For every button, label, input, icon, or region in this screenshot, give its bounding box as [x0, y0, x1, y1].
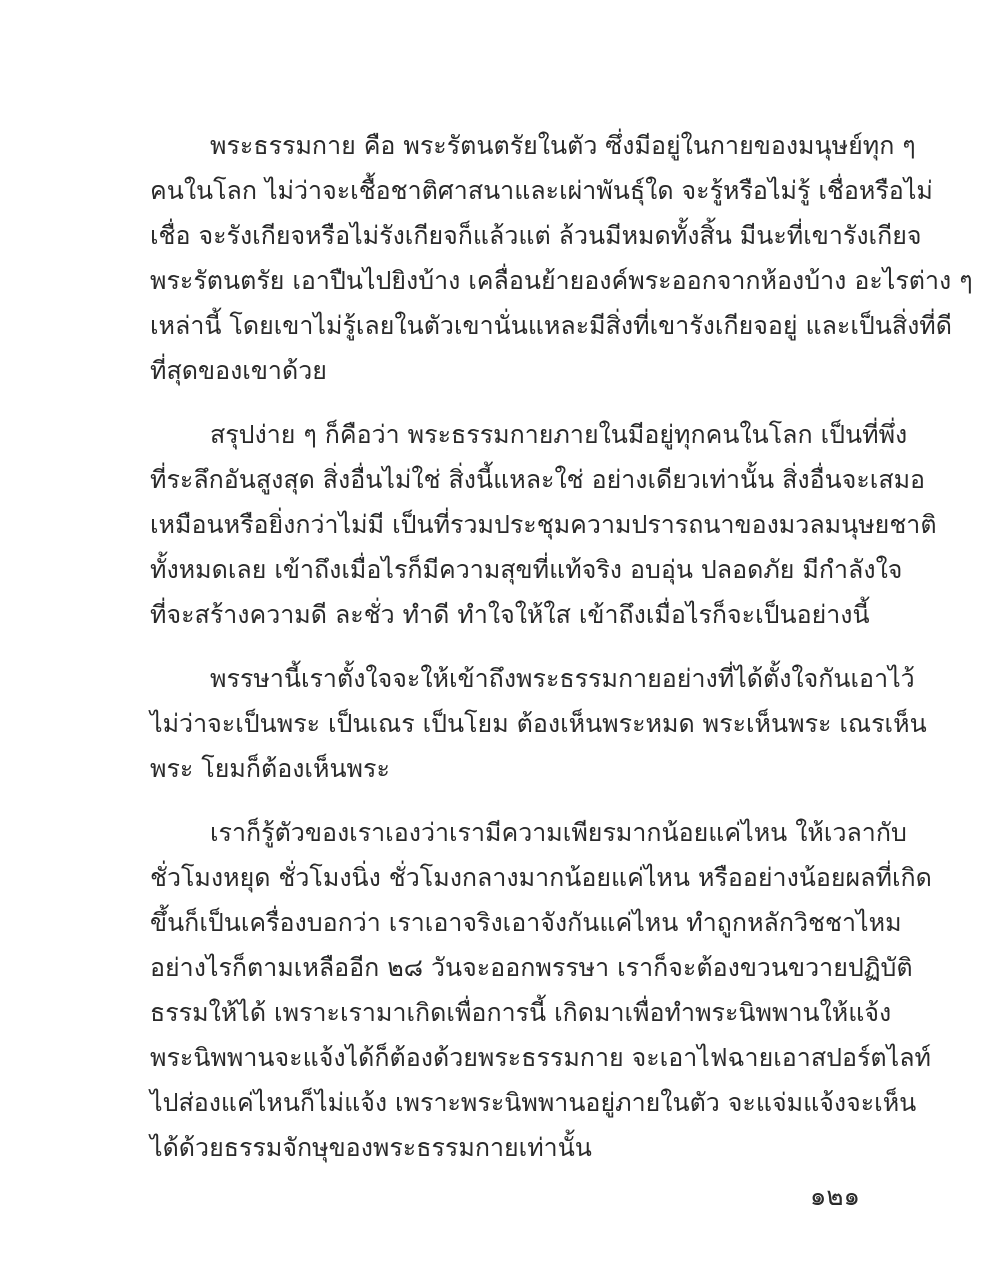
text-line: ไม่ว่าจะเป็นพระ เป็นเณร เป็นโยม ต้องเห็นพระหมด พระเห็นพระ เณรเห็น — [150, 709, 927, 738]
paragraph-2 — [150, 412, 937, 637]
text-line: พระ โยมก็ต้องเห็นพระ — [150, 754, 390, 783]
text-line: พระนิพพานจะแจ้งได้ก็ต้องด้วยพระธรรมกาย จะเอาไฟฉายเอาสปอร์ตไลท์ — [150, 1043, 932, 1072]
text-line: ไปส่องแค่ไหนก็ไม่แจ้ง เพราะพระนิพพานอยู่ภายในตัว จะแจ่มแจ้งจะเห็น — [150, 1088, 917, 1117]
text-line: ทั้งหมดเลย เข้าถึงเมื่อไรก็มีความสุขที่แท้จริง อบอุ่น ปลอดภัย มีกำลังใจ — [150, 555, 903, 584]
text-line: ที่สุดของเขาด้วย — [150, 356, 327, 385]
paragraph-4 — [150, 810, 932, 1170]
text-line: ชั่วโมงหยุด ชั่วโมงนิ่ง ชั่วโมงกลางมากน้อยแค่ไหน หรืออย่างน้อยผลที่เกิด — [150, 863, 932, 892]
paragraph-1 — [150, 123, 973, 393]
body-text — [150, 123, 973, 1189]
text-line: ที่จะสร้างความดี ละชั่ว ทำดี ทำใจให้ใส เข้าถึงเมื่อไรก็จะเป็นอย่างนี้ — [150, 600, 870, 629]
text-line: พระรัตนตรัย เอาปืนไปยิงบ้าง เคลื่อนย้ายองค์พระออกจากห้องบ้าง อะไรต่าง ๆ — [150, 266, 973, 295]
text-line: ได้ด้วยธรรมจักษุของพระธรรมกายเท่านั้น — [150, 1133, 592, 1162]
page-number: ๑๒๑ — [809, 1182, 860, 1212]
text-line: เหมือนหรือยิ่งกว่าไม่มี เป็นที่รวมประชุมความปรารถนาของมวลมนุษยชาติ — [150, 510, 937, 539]
text-line: คนในโลก ไม่ว่าจะเชื้อชาติศาสนาและเผ่าพันธุ์ใด จะรู้หรือไม่รู้ เชื่อหรือไม่ — [150, 176, 933, 205]
text-line: ที่ระลึกอันสูงสุด สิ่งอื่นไม่ใช่ สิ่งนี้แหละใช่ อย่างเดียวเท่านั้น สิ่งอื่นจะเสมอ — [150, 465, 926, 494]
text-line: สรุปง่าย ๆ ก็คือว่า พระธรรมกายภายในมีอยู่ทุกคนในโลก เป็นที่พึ่ง — [210, 420, 908, 449]
text-line: ขึ้นก็เป็นเครื่องบอกว่า เราเอาจริงเอาจังกันแค่ไหน ทำถูกหลักวิชชาไหม — [150, 908, 902, 937]
text-line: พระธรรมกาย คือ พระรัตนตรัยในตัว ซึ่งมีอยู่ในกายของมนุษย์ทุก ๆ — [210, 131, 916, 160]
text-line: เชื่อ จะรังเกียจหรือไม่รังเกียจก็แล้วแต่ ล้วนมีหมดทั้งสิ้น มีนะที่เขารังเกียจ — [150, 221, 922, 250]
text-line: พรรษานี้เราตั้งใจจะให้เข้าถึงพระธรรมกายอย่างที่ได้ตั้งใจกันเอาไว้ — [210, 664, 915, 693]
text-line: ธรรมให้ได้ เพราะเรามาเกิดเพื่อการนี้ เกิดมาเพื่อทำพระนิพพานให้แจ้ง — [150, 998, 892, 1027]
text-line: เราก็รู้ตัวของเราเองว่าเรามีความเพียรมากน้อยแค่ไหน ให้เวลากับ — [210, 818, 907, 847]
text-line: อย่างไรก็ตามเหลืออีก ๒๘ วันจะออกพรรษา เราก็จะต้องขวนขวายปฏิบัติ — [150, 953, 913, 982]
paragraph-3 — [150, 656, 927, 791]
text-line: เหล่านี้ โดยเขาไม่รู้เลยในตัวเขานั่นแหละมีสิ่งที่เขารังเกียจอยู่ และเป็นสิ่งที่ดี — [150, 311, 953, 340]
